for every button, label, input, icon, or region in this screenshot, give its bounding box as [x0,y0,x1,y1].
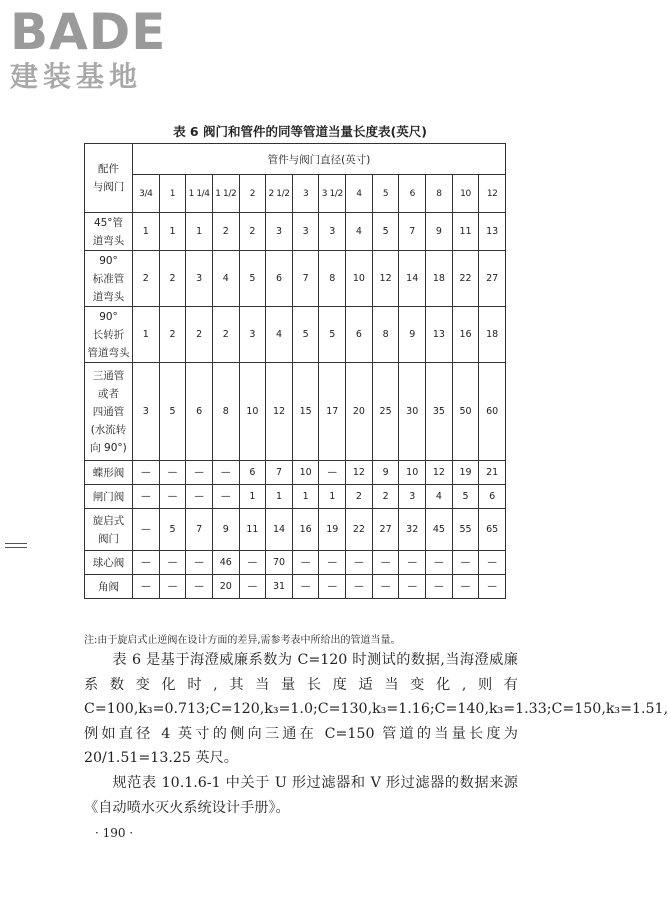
table-cell: 13 [479,213,506,251]
table-cell: 10 [292,461,319,485]
table-caption: 表 6 阀门和管件的同等管道当量长度表(英尺) [173,124,427,139]
table-cell: 18 [479,307,506,363]
table-row [85,363,506,461]
table-cell: — [239,551,266,575]
table-cell: — [186,575,213,599]
table-cell: 7 [399,213,426,251]
fitting-name-line: (水流转 [90,423,127,436]
table-cell: — [186,551,213,575]
table-cell: 6 [266,251,293,307]
fitting-name [85,509,133,551]
body-paragraph: 表 6 是基于海澄威廉系数为 C=120 时测试的数据,当海澄威廉系数变化时,其当量长度适当变化,则有 C=100,k₃=0.713;C=120,k₃=1.0;C=130,k₃=1.16;C=140,k₃=1.33;C=150,k₃=1.51,例如直径 4 英寸的侧向三通在 C=150 管道的当量长度为 20/1.51=13.25 英尺。 [84,652,668,766]
diameter-header: 3 1/2 [319,175,346,213]
fitting-name-line: 四通管 [92,405,125,418]
table-cell: 3 [399,485,426,509]
table-cell: 2 [159,251,186,307]
table-cell: 45 [426,509,453,551]
table-row [85,575,506,599]
fitting-name-line: 90° [99,254,118,267]
table-cell: — [133,551,160,575]
diameter-header: 10 [452,175,479,213]
fitting-name [85,551,133,575]
diameter-header: 3 [292,175,319,213]
table-cell: 19 [452,461,479,485]
table-cell: 18 [426,251,453,307]
corner-header-line: 配件 [98,163,119,175]
table-cell: 8 [372,307,399,363]
table-cell: 46 [212,551,239,575]
table-cell: — [133,509,160,551]
table-cell: — [346,551,373,575]
table-cell: 21 [479,461,506,485]
table-cell: — [452,575,479,599]
table-cell: 35 [426,363,453,461]
table-cell: — [133,461,160,485]
table-cell: 12 [372,251,399,307]
table-cell: 20 [212,575,239,599]
table-row [85,251,506,307]
table-cell: 10 [346,251,373,307]
table-cell: 5 [372,213,399,251]
table-cell: 3 [292,213,319,251]
table-cell: 9 [426,213,453,251]
table-cell: 7 [266,461,293,485]
table-row [85,551,506,575]
corner-header-line: 与阀门 [92,181,125,193]
table-cell: — [212,461,239,485]
table-cell: 5 [319,307,346,363]
table-cell: 3 [239,307,266,363]
diameter-header: 8 [426,175,453,213]
fitting-name-line: 或者 [98,387,119,400]
table-cell: 1 [133,307,160,363]
diameter-header: 3/4 [133,175,160,213]
table-cell: 65 [479,509,506,551]
fitting-name [85,251,133,307]
table-cell: 6 [186,363,213,461]
table-cell: 16 [292,509,319,551]
table-cell: — [319,575,346,599]
table-cell: 6 [239,461,266,485]
table-cell: 1 [186,213,213,251]
table-cell: 2 [212,307,239,363]
table-cell: 13 [426,307,453,363]
diameter-group-header: 管件与阀门直径(英寸) [133,144,506,175]
table-note: 注:由于旋启式止逆阀在设计方面的差异,需参考表中所给出的管道当量。 [84,635,401,646]
table-cell: 5 [239,251,266,307]
table-cell: 2 [346,485,373,509]
fitting-name-line: 90° [99,310,118,323]
fitting-name [85,213,133,251]
table-cell: 9 [212,509,239,551]
table-cell: 1 [292,485,319,509]
logo [10,3,180,96]
table-cell: 7 [186,509,213,551]
table-cell: 55 [452,509,479,551]
table-cell: 50 [452,363,479,461]
table-cell: — [133,485,160,509]
table-cell: 14 [266,509,293,551]
table-cell: 10 [399,461,426,485]
fitting-name-line: 旋启式 [92,514,125,527]
table-row [85,485,506,509]
fitting-name [85,461,133,485]
fitting-name-line: 道弯头 [92,290,125,303]
table-cell: 4 [212,251,239,307]
table-row [85,509,506,551]
diameter-header: 5 [372,175,399,213]
table-cell: — [319,461,346,485]
edge-mark [5,547,27,548]
table-cell: — [292,551,319,575]
table-cell: 19 [319,509,346,551]
table-cell: — [133,575,160,599]
table-cell: 5 [292,307,319,363]
diameter-header: 6 [399,175,426,213]
diameter-header: 1 1/2 [212,175,239,213]
table-cell: 1 [159,213,186,251]
fitting-name-line: 道弯头 [92,234,125,247]
fitting-name-line: 标准管 [92,272,125,285]
table-cell: — [426,551,453,575]
table-cell: 5 [159,509,186,551]
table-cell: 2 [133,251,160,307]
table-cell: — [159,485,186,509]
table-cell: 27 [479,251,506,307]
table-cell: — [372,551,399,575]
fitting-name-line: 管道弯头 [87,346,130,359]
table-cell: — [239,575,266,599]
fitting-name-line: 闸门阀 [92,490,125,503]
table-cell: — [346,575,373,599]
body-paragraph: 规范表 10.1.6-1 中关于 U 形过滤器和 V 形过滤器的数据来源《自动喷水灭火系统设计手册》。 [84,775,518,816]
table-cell: 6 [346,307,373,363]
table-cell: — [372,575,399,599]
table-cell: 5 [159,363,186,461]
table-cell: 2 [186,307,213,363]
table-cell: 2 [239,213,266,251]
table-cell: 20 [346,363,373,461]
table-cell: 12 [426,461,453,485]
table-cell: 2 [212,213,239,251]
fitting-name [85,307,133,363]
table-cell: 4 [346,213,373,251]
table-cell: — [319,551,346,575]
table-cell: 14 [399,251,426,307]
table-cell: 15 [292,363,319,461]
table-cell: — [186,461,213,485]
table-cell: 7 [292,251,319,307]
table-cell: 9 [372,461,399,485]
table-cell: 25 [372,363,399,461]
diameter-header: 4 [346,175,373,213]
table-cell: 3 [266,213,293,251]
table-cell: 1 [133,213,160,251]
logo-subtitle: 建装基地 [10,60,143,93]
diameter-header: 1 [159,175,186,213]
corner-header [85,144,133,213]
fitting-name-line: 球心阀 [92,556,125,569]
table-cell: 70 [266,551,293,575]
table-cell: 8 [212,363,239,461]
table-cell: 60 [479,363,506,461]
table-cell: 12 [346,461,373,485]
equivalent-length-table [84,143,506,599]
table-cell: 22 [452,251,479,307]
table-cell: 9 [399,307,426,363]
table-row [85,461,506,485]
diameter-header: 2 [239,175,266,213]
table-cell: 12 [266,363,293,461]
table-row [85,307,506,363]
fitting-name-line: 长转折 [92,328,125,341]
table-row [85,213,506,251]
fitting-name-line: 角阀 [98,580,119,593]
table-cell: 5 [452,485,479,509]
table-cell: 30 [399,363,426,461]
table-cell: 16 [452,307,479,363]
page-number: · 190 · [95,826,134,840]
table-cell: 1 [319,485,346,509]
edge-mark [5,543,27,544]
table-cell: 4 [266,307,293,363]
table-cell: 6 [479,485,506,509]
table-cell: 27 [372,509,399,551]
table-cell: 8 [319,251,346,307]
fitting-name-line: 蝶形阀 [92,466,125,479]
table-cell: 11 [239,509,266,551]
fitting-name-line: 45°管 [93,216,124,229]
fitting-name [85,363,133,461]
table-cell: — [159,461,186,485]
fitting-name-line: 阀门 [98,532,119,545]
table-cell: — [159,551,186,575]
table-cell: 2 [372,485,399,509]
fitting-name [85,575,133,599]
table-cell: 3 [319,213,346,251]
table-cell: 10 [239,363,266,461]
table-cell: 2 [159,307,186,363]
table-cell: — [186,485,213,509]
diameter-header: 12 [479,175,506,213]
table-cell: — [399,551,426,575]
table-cell: 22 [346,509,373,551]
table-cell: — [479,551,506,575]
table-cell: 3 [133,363,160,461]
table-cell: 17 [319,363,346,461]
fitting-name-line: 向 90°) [90,441,127,454]
table-cell: 1 [239,485,266,509]
table-cell: 4 [426,485,453,509]
diameter-header: 2 1/2 [266,175,293,213]
table-cell: — [292,575,319,599]
table-cell: 31 [266,575,293,599]
fitting-name-line: 三通管 [92,369,125,382]
logo-wordmark: BADE [10,3,167,61]
table-cell: 1 [266,485,293,509]
table-cell: — [479,575,506,599]
fitting-name [85,485,133,509]
table-cell: — [452,551,479,575]
table-cell: — [426,575,453,599]
table-cell: 32 [399,509,426,551]
table-cell: — [399,575,426,599]
table-cell: 11 [452,213,479,251]
table-cell: — [212,485,239,509]
table-cell: — [159,575,186,599]
diameter-header: 1 1/4 [186,175,213,213]
table-cell: 3 [186,251,213,307]
